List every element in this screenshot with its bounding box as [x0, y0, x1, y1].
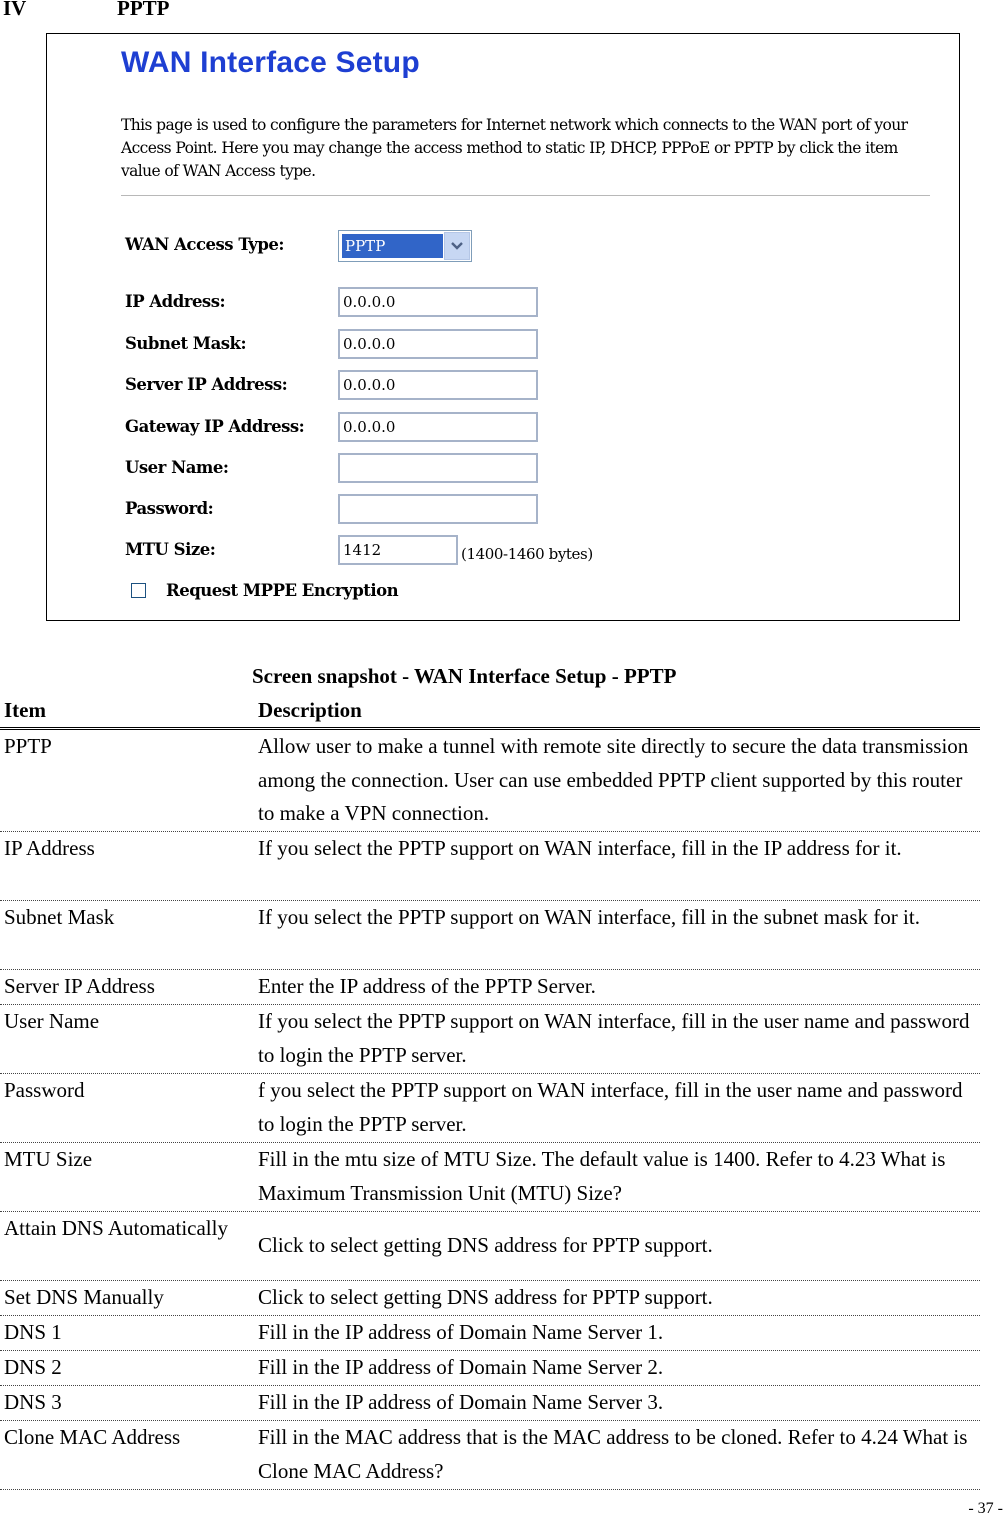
mppe-checkbox[interactable] [131, 583, 146, 598]
row-item: Subnet Mask [4, 905, 115, 929]
table-row [0, 901, 980, 970]
table-row [0, 1316, 980, 1351]
table-row [0, 1143, 980, 1212]
field-label: IP Address: [125, 292, 226, 311]
screenshot-intro: This page is used to configure the parameters for Internet network which connects to the WAN port of your Access Point. Here you may change the access method to static IP, DHCP, PPPoE or PPTP by click the item value of WAN Access type. [121, 116, 908, 180]
screenshot-title: WAN Interface Setup [121, 46, 420, 79]
row-description: If you select the PPTP support on WAN interface, fill in the user name and password to login the PPTP server. [258, 1009, 970, 1067]
field-label: Subnet Mask: [125, 334, 247, 353]
row-item: Password [4, 1078, 85, 1102]
table-row [0, 1005, 980, 1074]
table-header [0, 694, 980, 730]
row-description: Allow user to make a tunnel with remote site directly to secure the data transmission among the connection. User can use embedded PPTP client supported by this router to make a VPN connection. [258, 734, 969, 825]
row-item: MTU Size [4, 1147, 93, 1171]
field-input[interactable] [338, 329, 538, 359]
row-description: Fill in the mtu size of MTU Size. The default value is 1400. Refer to 4.23 What is Maximum Transmission Unit (MTU) Size? [258, 1147, 946, 1205]
row-description: Fill in the IP address of Domain Name Server 3. [258, 1390, 664, 1414]
mppe-label: Request MPPE Encryption [166, 581, 399, 600]
figure-caption: Screen snapshot - WAN Interface Setup - PPTP [252, 664, 677, 688]
header-item: Item [4, 698, 46, 722]
row-description: Fill in the IP address of Domain Name Server 2. [258, 1355, 664, 1379]
chevron-down-icon[interactable] [444, 232, 470, 260]
row-item: PPTP [4, 734, 52, 758]
table-row [0, 970, 980, 1005]
row-item: Clone MAC Address [4, 1425, 181, 1449]
section-heading [3, 0, 170, 21]
wan-access-type-label: WAN Access Type: [125, 235, 284, 254]
wan-access-type-select[interactable] [338, 230, 472, 262]
table-row [0, 1386, 980, 1421]
row-item: DNS 3 [4, 1390, 62, 1414]
field-label: User Name: [125, 458, 229, 477]
row-item: Attain DNS Automatically [4, 1216, 228, 1240]
row-description: If you select the PPTP support on WAN interface, fill in the IP address for it. [258, 836, 902, 860]
row-description: Fill in the MAC address that is the MAC address to be cloned. Refer to 4.24 What is Clone MAC Address? [258, 1425, 968, 1483]
table-row [0, 1212, 980, 1281]
mtu-label: MTU Size: [125, 540, 216, 559]
field-label: Server IP Address: [125, 375, 288, 394]
row-item: User Name [4, 1009, 100, 1033]
row-description: Click to select getting DNS address for PPTP support. [258, 1233, 713, 1257]
table-row [0, 1421, 980, 1490]
table-row [0, 1281, 980, 1316]
field-input[interactable] [338, 370, 538, 400]
table-row [0, 1074, 980, 1143]
row-item: IP Address [4, 836, 95, 860]
field-input[interactable] [338, 453, 538, 483]
mtu-hint: (1400-1460 bytes) [461, 545, 593, 563]
row-description: If you select the PPTP support on WAN interface, fill in the subnet mask for it. [258, 905, 920, 929]
page-number: - 37 - [968, 1500, 1003, 1517]
header-description: Description [258, 698, 362, 722]
field-input[interactable] [338, 494, 538, 524]
wan-access-type-value: PPTP [342, 234, 443, 258]
row-item: DNS 1 [4, 1320, 62, 1344]
mtu-input[interactable] [338, 535, 458, 565]
description-table [0, 694, 980, 1490]
row-item: DNS 2 [4, 1355, 62, 1379]
table-row [0, 832, 980, 901]
field-input[interactable] [338, 412, 538, 442]
wan-setup-screenshot [46, 33, 960, 621]
table-row [0, 730, 980, 832]
field-input[interactable] [338, 287, 538, 317]
row-description: Enter the IP address of the PPTP Server. [258, 974, 596, 998]
section-number: IV [3, 0, 27, 20]
row-description: f you select the PPTP support on WAN interface, fill in the user name and password to login the PPTP server. [258, 1078, 963, 1136]
row-description: Fill in the IP address of Domain Name Server 1. [258, 1320, 664, 1344]
field-label: Password: [125, 499, 214, 518]
section-title: PPTP [117, 0, 170, 20]
divider [121, 195, 930, 196]
table-row [0, 1351, 980, 1386]
row-item: Set DNS Manually [4, 1285, 164, 1309]
field-label: Gateway IP Address: [125, 417, 305, 436]
row-item: Server IP Address [4, 974, 155, 998]
row-description: Click to select getting DNS address for PPTP support. [258, 1285, 713, 1309]
